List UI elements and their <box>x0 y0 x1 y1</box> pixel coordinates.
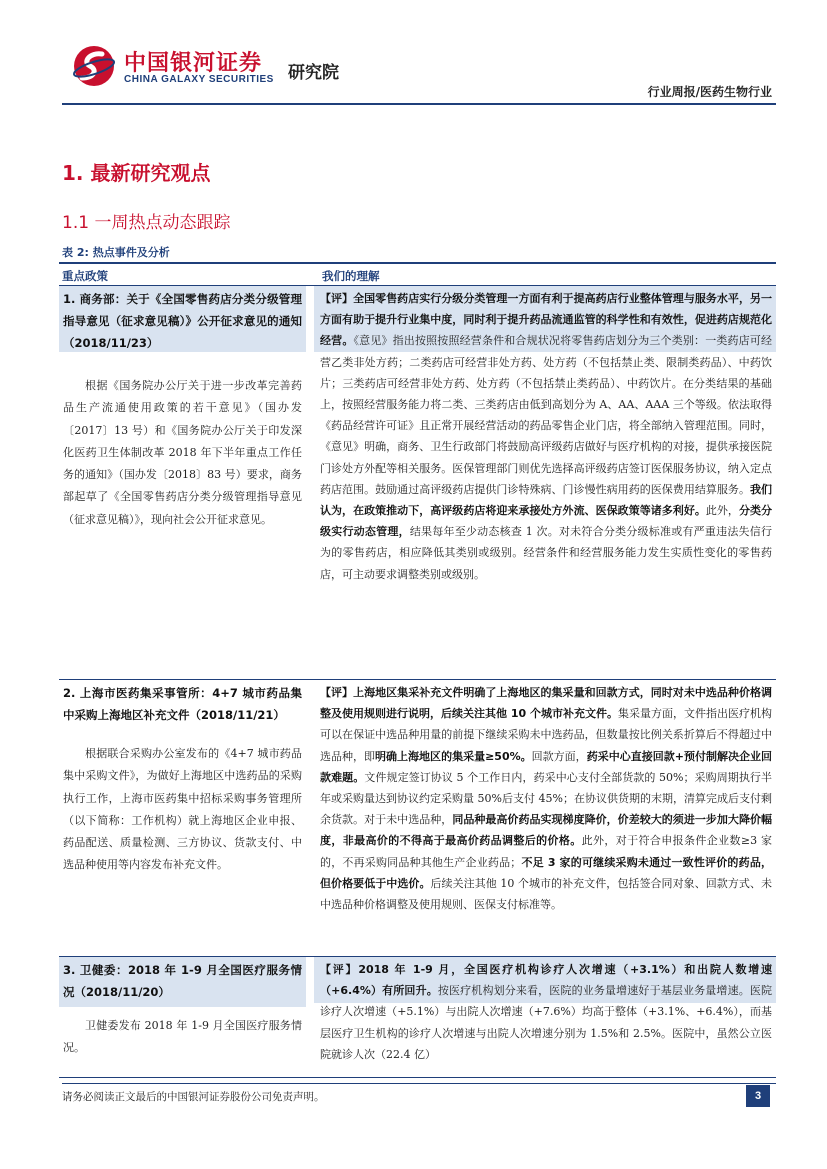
page-number: 3 <box>746 1085 770 1107</box>
policy-cell <box>59 680 306 956</box>
table-row <box>59 957 776 1078</box>
page-header <box>62 38 776 108</box>
analysis-detail: 按医疗机构划分来看，医院的业务量增速好于基层业务量增速。医院诊疗人次增速（+5.1%）与出院人次增速（+7.6%）均高于整体（+3.1%、+6.4%），而基层医疗卫生机构的诊疗人次增速与出院人次增速分别为 1.5%和 2.5%。医院中，虽然公立医院就诊人次（22.4 亿） <box>320 984 772 1061</box>
institute-label: 研究院 <box>288 63 339 83</box>
analysis-cell <box>314 680 776 956</box>
analysis-detail: 集采量方面，文件指出医疗机构可以在保证中选品种用量的前提下继续采购未中选药品，但数量按比例关系折算后不得超过中选品种，即 <box>320 707 773 763</box>
section-heading: 1. 最新研究观点 <box>62 161 211 185</box>
analysis-detail: 《意见》指出按照按照经营条件和合规状况将零售药店划分为三个类别：一类药店可经营乙类非处方药；二类药店可经营非处方药、处方药（不包括禁止类、限制类药品）、中药饮片；三类药店可经营非处方药、处方药（不包括禁止类药品）、中药饮片。在分类结果的基础上，按照经营服务能力将二类、三类药店由低到高划分为 A、AA、AAA 三个等级。依法取得《药品经营许可证》且正常开展经营活动的药品零售企业门店，将全部纳入管理范围。同时，《意见》明确，商务、卫生行政部门将鼓励高评级药店做好与医疗机构的对接，提供承接医院门诊处方外配等相关服务。医保管理部门则优先选择高评级药店签订医保服务协议，纳入定点药店范围。鼓励通过高评级药店提供门诊特殊病、门诊慢性病用药的医保费用结算服务。 <box>320 334 773 496</box>
galaxy-logo-icon <box>72 44 116 88</box>
policy-title: 2. 上海市医药集采事管所：4+7 城市药品集中采购上海地区补充文件（2018/11/21） <box>63 686 302 722</box>
policy-title: 1. 商务部：关于《全国零售药店分类分级管理指导意见（征求意见稿）》公开征求意见的通知（2018/11/23） <box>63 292 302 350</box>
report-type-label: 行业周报/医药生物行业 <box>647 85 772 99</box>
analysis-detail: 结果每年至少动态核查 1 次。对未符合分类分级标准或有严重违法失信行为的零售药店，相应降低其类别或级别。经营条件和经营服务能力发生实质性变化的零售药店，可主动要求调整类别或级别。 <box>320 525 773 581</box>
subsection-heading: 1.1 一周热点动态跟踪 <box>62 213 231 233</box>
table-caption: 表 2: 热点事件及分析 <box>62 246 170 259</box>
analysis-detail: 后续关注其他 10 个城市的补充文件，包括签合同对象、回款方式、未中选品种价格调整及使用规则、医保支付标准等。 <box>320 876 772 912</box>
analysis-cell <box>314 957 776 1077</box>
analysis-highlight: 不足 3 家的可继续采购未通过一致性评价的药品，但价格要低于中选价。 <box>320 855 773 890</box>
table-row <box>59 286 776 680</box>
policy-body: 卫健委发布 2018 年 1-9 月全国医疗服务情况。 <box>63 1019 302 1055</box>
column-header-policy: 重点政策 <box>62 269 108 283</box>
analysis-text <box>314 957 776 1065</box>
column-header-analysis: 我们的理解 <box>322 269 380 283</box>
logo-chinese-name: 中国银河证券 <box>124 51 263 76</box>
analysis-text <box>314 680 776 915</box>
policy-cell <box>59 957 306 1077</box>
analysis-text <box>314 286 776 585</box>
policy-body: 根据联合采购办公室发布的《4+7 城市药品集中采购文件》，为做好上海地区中选药品的采购执行工作，上海市医药集中招标采购事务管理所（以下简称：工作机构）就上海地区企业申报、药品配送、质量检测、三方协议、货款支付、中选品种使用等内容发布补充文件。 <box>63 747 302 872</box>
hot-events-table <box>59 262 776 1078</box>
analysis-highlight: 药采中心直接回款+预付制解决企业回款难题。 <box>320 749 773 784</box>
analysis-highlight: 明确上海地区的集采量≥50%。 <box>375 749 532 763</box>
analysis-highlight: 【评】全国零售药店实行分级分类管理一方面有利于提高药店行业整体管理与服务水平，另一方面有助于提升行业集中度，同时利于提升药品流通监管的科学性和有效性，促进药店规范化经营。 <box>320 292 772 348</box>
analysis-highlight: 【评】2018 年 1-9 月，全国医疗机构诊疗人次增速（+3.1%）和出院人数增速（+6.4%）有所回升。 <box>320 963 772 998</box>
policy-cell <box>59 286 306 679</box>
footer-disclaimer: 请务必阅读正文最后的中国银河证券股份公司免责声明。 <box>62 1091 325 1103</box>
analysis-detail: 文件规定签订协议 5 个工作日内，药采中心支付全部货款的 50%；采购周期执行半年或采购量达到协议约定采购量 50%后支付 45%；在协议供货期的末期，清算完成后支付剩余货款。对于未中选品种， <box>320 770 773 827</box>
analysis-highlight: 我们认为，在政策推动下，高评级药店将迎来承接处方外流、医保政策等诸多利好。 <box>320 482 773 518</box>
analysis-detail: 回款方面， <box>531 749 587 763</box>
analysis-cell <box>314 286 776 679</box>
analysis-highlight: 【评】上海地区集采补充文件明确了上海地区的集采量和回款方式，同时对未中选品种价格调整及使用规则进行说明，后续关注其他 10 个城市补充文件。 <box>320 686 772 721</box>
analysis-highlight: 同品种最高价药品实现梯度降价，价差较大的须进一步加大降价幅度，非最高价的不得高于最高价药品调整后的价格。 <box>320 813 773 848</box>
table-row <box>59 680 776 957</box>
table-header <box>59 264 776 286</box>
footer-divider <box>62 1083 776 1084</box>
analysis-highlight: 分类分级实行动态管理， <box>320 504 773 539</box>
logo-english-name: CHINA GALAXY SECURITIES <box>124 74 274 85</box>
analysis-detail: 此外，对于符合申报条件企业数≥3 家的，不再采购同品种其他生产企业药品； <box>320 834 773 869</box>
policy-title: 3. 卫健委：2018 年 1-9 月全国医疗服务情况（2018/11/20） <box>63 963 302 999</box>
analysis-detail: 此外， <box>705 504 739 518</box>
header-divider <box>62 103 776 105</box>
policy-body: 根据《国务院办公厅关于进一步改革完善药品生产流通使用政策的若干意见》（国办发〔2017〕13 号）和《国务院办公厅关于印发深化医药卫生体制改革 2018 年下半年重点工作任务的通知》（国办发〔2018〕83 号）要求，商务部起草了《全国零售药店分类分级管理指导意见（征求意见稿）》，现向社会公开征求意见。 <box>63 379 302 526</box>
